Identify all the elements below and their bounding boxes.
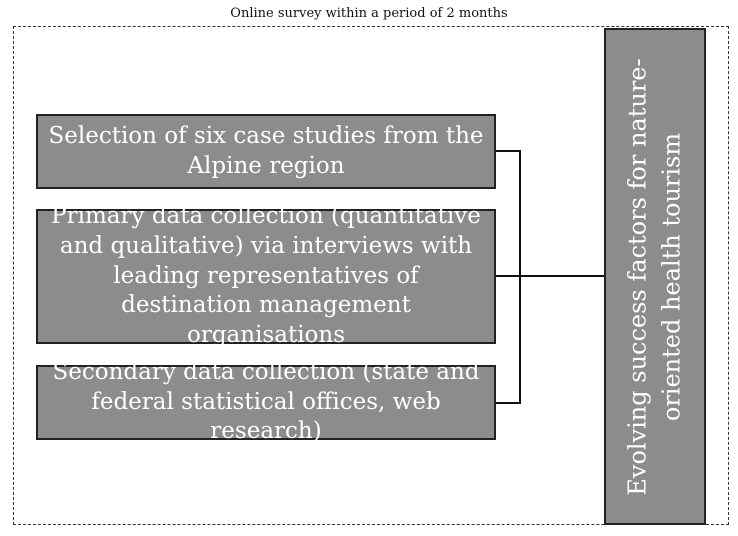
step-box-secondary-data: Secondary data collection (state and federal statistical offices, web research) [36, 365, 496, 440]
result-box [604, 28, 706, 525]
step-box-primary-data: Primary data collection (quantitative and qualitative) via interviews with leading representatives of destination management organisations [36, 209, 496, 344]
step-box-case-studies: Selection of six case studies from the Alpine region [36, 114, 496, 189]
result-text: Evolving success factors for nature-oriented health tourism [623, 57, 685, 496]
frame-caption: Online survey within a period of 2 months [230, 6, 508, 21]
